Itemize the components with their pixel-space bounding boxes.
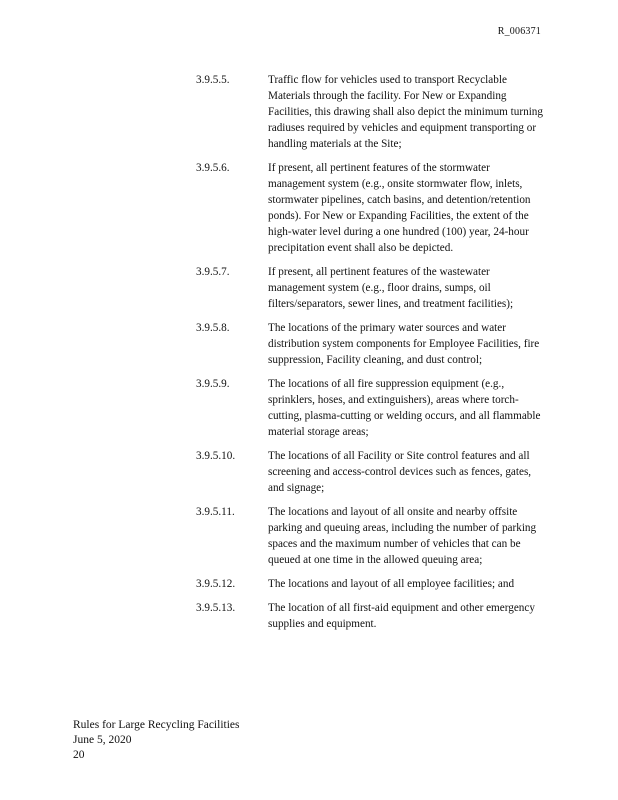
list-item	[196, 504, 548, 568]
item-number: 3.9.5.10.	[196, 450, 236, 462]
list-item	[196, 264, 548, 312]
item-text: The locations and layout of all employee facilities; and	[268, 578, 515, 590]
footer-page-number: 20	[73, 749, 85, 761]
list-item	[196, 376, 548, 440]
list-item	[196, 576, 548, 592]
list-item	[196, 448, 548, 496]
item-text: The locations of the primary water sources and water distribution system components for Employee Facilities, fire suppression, Facility cleaning, and dust control;	[268, 322, 540, 366]
list-item	[196, 160, 548, 256]
item-number: 3.9.5.6.	[196, 162, 230, 174]
item-text: Traffic flow for vehicles used to transport Recyclable Materials through the facility. For New or Expanding Facilities, this drawing shall also depict the minimum turning radiuses required by vehicles and equipment transporting or handling materials at the Site;	[268, 74, 543, 150]
footer-title: Rules for Large Recycling Facilities	[73, 719, 240, 731]
rules-list	[196, 72, 548, 640]
item-number: 3.9.5.7.	[196, 266, 230, 278]
item-text: If present, all pertinent features of the stormwater management system (e.g., onsite stormwater flow, inlets, stormwater pipelines, catch basins, and detention/retention ponds). For New or Expanding Facilities, the extent of the high-water level during a one hundred (100) year, 24-hour precipitation event shall also be depicted.	[268, 162, 531, 254]
item-number: 3.9.5.8.	[196, 322, 230, 334]
item-text: If present, all pertinent features of the wastewater management system (e.g., floor drains, sumps, oil filters/separators, sewer lines, and treatment facilities);	[268, 266, 514, 310]
item-number: 3.9.5.13.	[196, 602, 236, 614]
item-number: 3.9.5.12.	[196, 578, 236, 590]
item-text: The location of all first-aid equipment and other emergency supplies and equipment.	[268, 602, 535, 630]
page-footer	[73, 718, 240, 763]
item-number: 3.9.5.5.	[196, 74, 230, 86]
list-item	[196, 72, 548, 152]
list-item	[196, 320, 548, 368]
item-number: 3.9.5.9.	[196, 378, 230, 390]
item-text: The locations and layout of all onsite and nearby offsite parking and queuing areas, including the number of parking spaces and the maximum number of vehicles that can be queued at one time in the allowed queuing area;	[268, 506, 537, 566]
footer-date: June 5, 2020	[73, 734, 132, 746]
item-text: The locations of all fire suppression equipment (e.g., sprinklers, hoses, and extinguishers), areas where torch-cutting, plasma-cutting or welding occurs, and all flammable material storage areas;	[268, 378, 541, 438]
item-text: The locations of all Facility or Site control features and all screening and access-control devices such as fences, gates, and signage;	[268, 450, 532, 494]
page-id: R_006371	[497, 26, 541, 37]
item-number: 3.9.5.11.	[196, 506, 235, 518]
list-item	[196, 600, 548, 632]
